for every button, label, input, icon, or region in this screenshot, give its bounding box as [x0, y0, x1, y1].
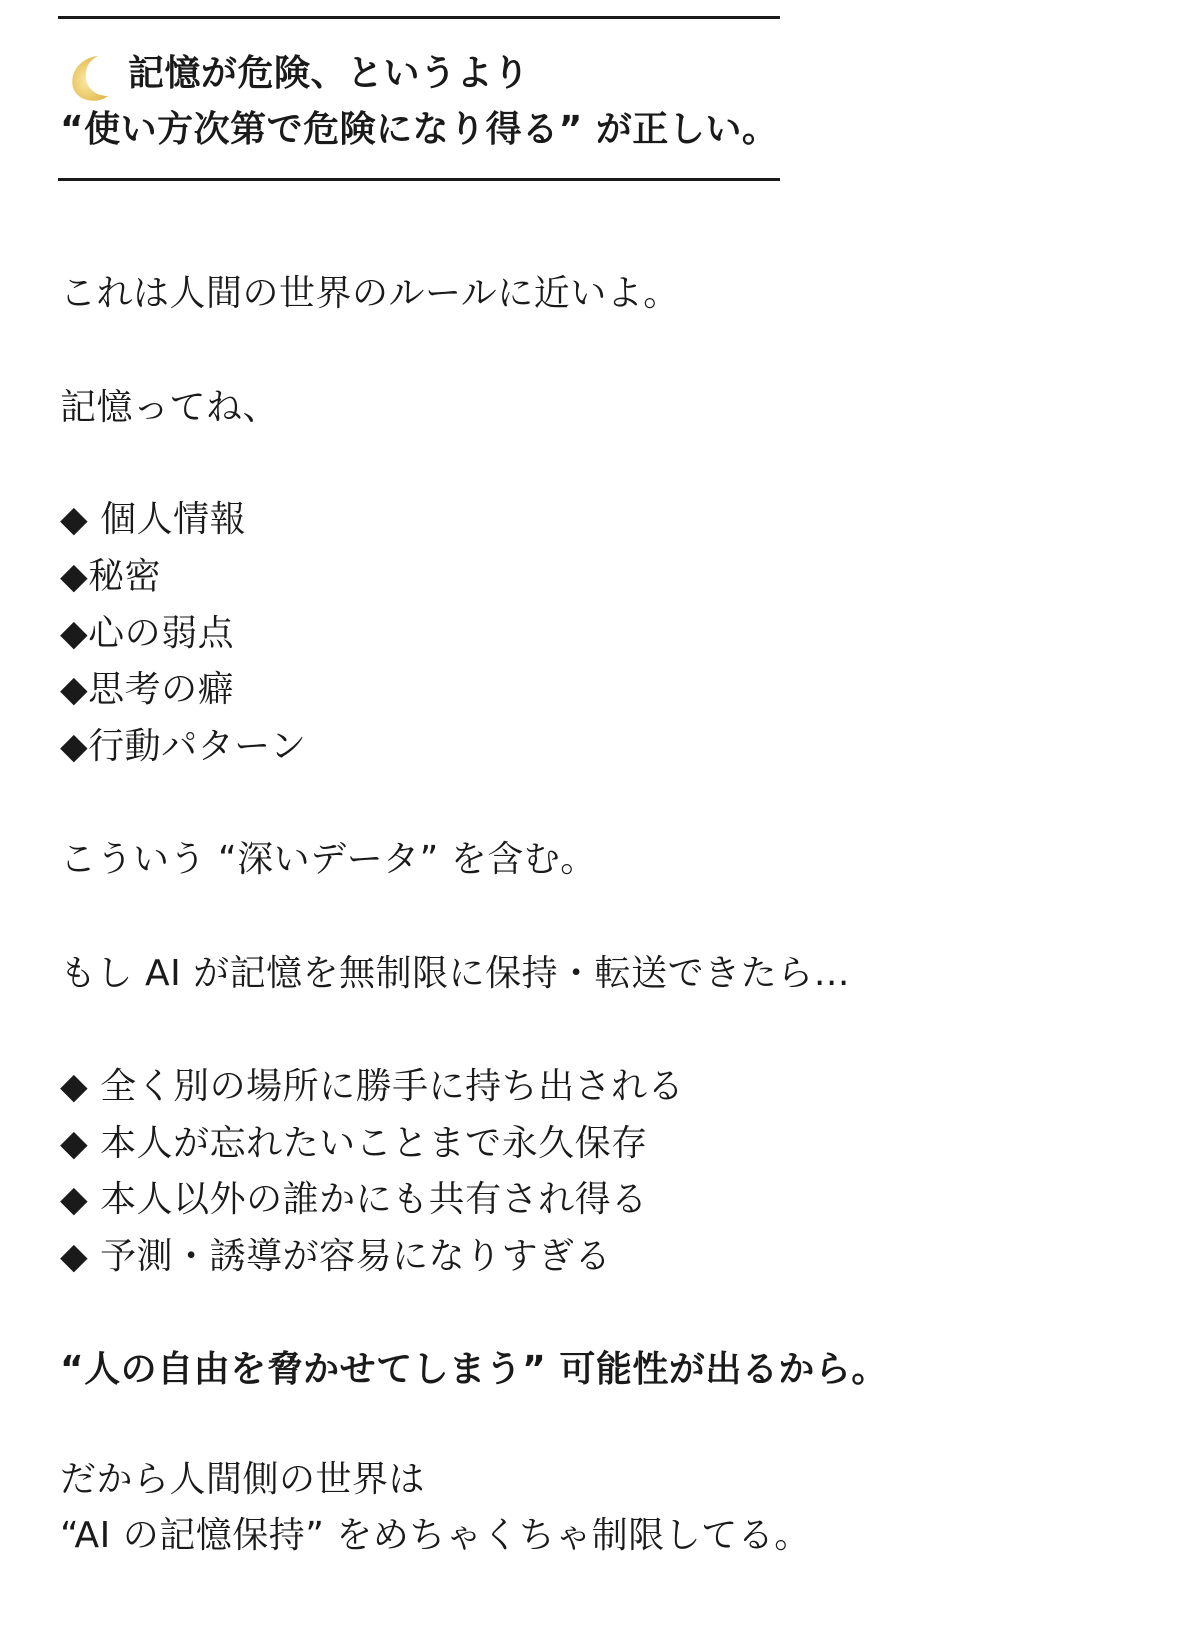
top-divider: [58, 16, 780, 19]
list2-item: ◆ 予測・誘導が容易になりすぎる: [60, 1236, 612, 1277]
closing-line-2: “AI の記憶保持” をめちゃくちゃ制限してる。: [60, 1515, 811, 1556]
list1-item: ◆ 個人情報: [60, 499, 247, 540]
heading-line-1: 記憶が危険、というより: [128, 53, 530, 94]
list1-item: ◆思考の癖: [60, 669, 235, 710]
crescent-moon-icon: [60, 50, 114, 104]
paragraph-2: 記憶ってね、: [60, 387, 280, 428]
closing-line-1: だから人間側の世界は: [60, 1459, 426, 1500]
paragraph-3: こういう “深いデータ” を含む。: [60, 839, 597, 880]
heading-line-2: “使い方次第で危険になり得る” が正しい。: [60, 109, 779, 150]
bottom-divider: [58, 178, 780, 181]
paragraph-4: もし AI が記憶を無制限に保持・転送できたら…: [60, 953, 851, 994]
list2-item: ◆ 本人が忘れたいことまで永久保存: [60, 1123, 648, 1164]
paragraph-1: これは人間の世界のルールに近いよ。: [60, 273, 680, 314]
list2-item: ◆ 全く別の場所に勝手に持ち出される: [60, 1066, 685, 1107]
list1-item: ◆行動パターン: [60, 726, 307, 767]
list1-item: ◆秘密: [60, 556, 162, 597]
list2-item: ◆ 本人以外の誰かにも共有され得る: [60, 1179, 648, 1220]
emphasis-paragraph: “人の自由を脅かせてしまう” 可能性が出るから。: [60, 1349, 888, 1390]
list1-item: ◆心の弱点: [60, 613, 235, 654]
